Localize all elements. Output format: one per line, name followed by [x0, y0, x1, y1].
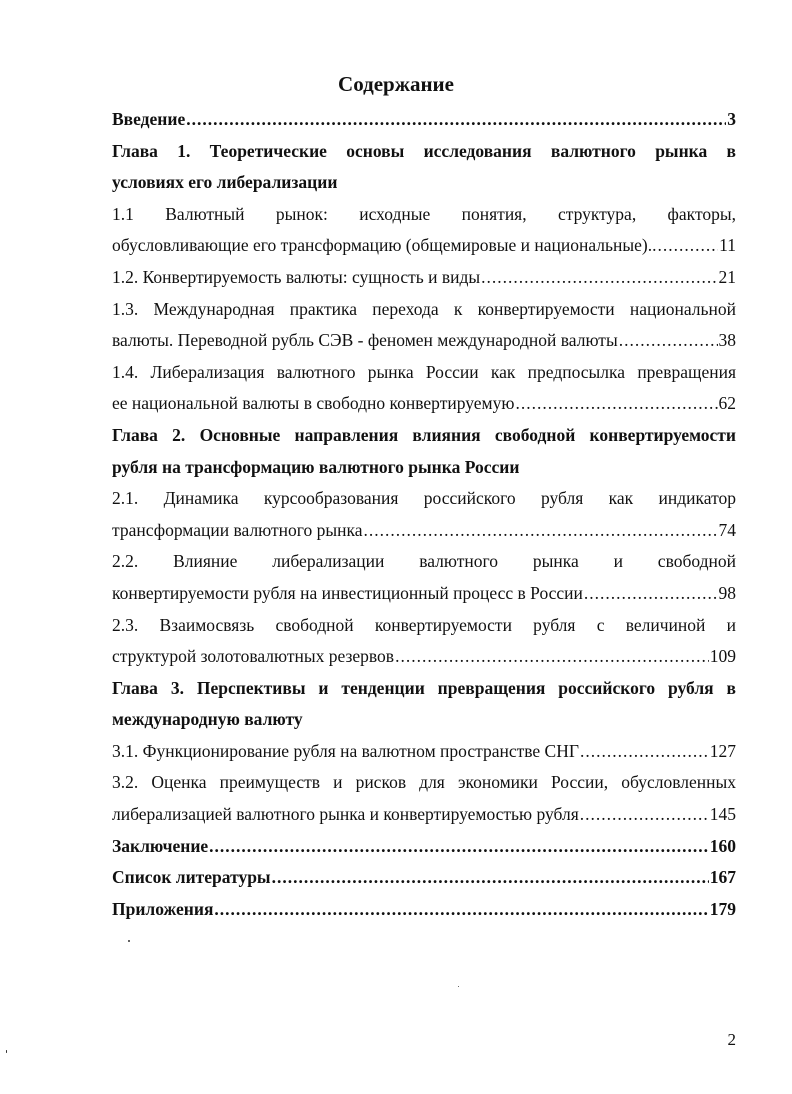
toc-entry-2-2-line-2[interactable] [112, 578, 736, 610]
toc-entry-text: валюты. Переводной рубль СЭВ - феномен международной валюты [112, 330, 618, 351]
toc-entry-2-3-line-1[interactable]: 2.3. Взаимосвязь свободной конвертируемости рубля с величиной и [112, 614, 736, 635]
toc-entry-1-1-line-1[interactable]: 1.1 Валютный рынок: исходные понятия, структура, факторы, [112, 203, 736, 224]
toc-page-number: 179 [709, 898, 736, 919]
toc-entry-introduction[interactable] [112, 104, 736, 136]
toc-entry-appendices[interactable] [112, 894, 736, 926]
toc-entry-1-1-line-2[interactable] [112, 230, 736, 262]
toc-entry-text: 3.1. Функционирование рубля на валютном пространстве СНГ [112, 740, 579, 761]
toc-entry-text: Заключение [112, 835, 209, 856]
dot-leader [515, 388, 717, 420]
dot-leader [364, 515, 718, 547]
toc-entry-1-3-line-1[interactable]: 1.3. Международная практика перехода к конвертируемости национальной [112, 298, 736, 319]
toc-entry-text: 1.2. Конвертируемость валюты: сущность и виды [112, 266, 481, 287]
toc-entry-1-2[interactable] [112, 262, 736, 294]
page-title: Содержание [338, 72, 454, 96]
toc-page-number: 3 [727, 109, 736, 129]
dot-leader [580, 799, 709, 831]
dot-leader [395, 641, 709, 673]
toc-page-number: 167 [709, 867, 736, 888]
toc-page-number: 127 [709, 740, 736, 761]
toc-entry-3-1[interactable] [112, 736, 736, 768]
toc-entry-3-2-line-2[interactable] [112, 799, 736, 831]
toc-page-number: 74 [718, 519, 736, 540]
toc-entry-2-1-line-1[interactable]: 2.1. Динамика курсообразования российского рубля как индикатор [112, 488, 736, 509]
toc-entry-references[interactable] [112, 862, 736, 894]
toc-entry-1-4-line-2[interactable] [112, 388, 736, 420]
scan-speck [6, 1050, 7, 1053]
toc-entry-text: ее национальной валюты в свободно конвертируемую [112, 393, 515, 414]
scan-speck [128, 940, 130, 942]
dot-leader [481, 262, 717, 294]
dot-leader [272, 862, 709, 894]
toc-entry-text: Введение [112, 109, 186, 129]
table-of-contents [112, 104, 736, 925]
toc-page-number: 38 [718, 330, 736, 351]
dot-leader [214, 894, 708, 926]
toc-entry-text: обусловливающие его трансформацию (общемировые и национальные).. [112, 235, 657, 256]
dot-leader [580, 736, 709, 768]
chapter-2-heading-line-1[interactable]: Глава 2. Основные направления влияния свободной конвертируемости [112, 424, 736, 445]
toc-entry-text: структурой золотовалютных резервов [112, 646, 395, 667]
dot-leader [657, 230, 718, 262]
toc-entry-text: конвертируемости рубля на инвестиционный процесс в России [112, 582, 583, 603]
toc-entry-1-4-line-1[interactable]: 1.4. Либерализация валютного рынка России как предпосылка превращения [112, 361, 736, 382]
toc-entry-text: Приложения [112, 898, 214, 919]
dot-leader [584, 578, 718, 610]
chapter-2-heading-line-2[interactable]: рубля на трансформацию валютного рынка России [112, 456, 520, 477]
toc-entry-3-2-line-1[interactable]: 3.2. Оценка преимуществ и рисков для экономики России, обусловленных [112, 772, 736, 793]
toc-page-number: 109 [709, 646, 736, 667]
toc-entry-1-3-line-2[interactable] [112, 325, 736, 357]
scan-speck [458, 986, 459, 987]
toc-page-number: 98 [718, 582, 736, 603]
toc-entry-conclusion[interactable] [112, 831, 736, 863]
chapter-3-heading-line-2[interactable]: международную валюту [112, 709, 303, 730]
toc-entry-text: либерализацией валютного рынка и конвертируемостью рубля [112, 804, 579, 825]
toc-page-number: 160 [709, 835, 736, 856]
dot-leader [619, 325, 718, 357]
dot-leader [209, 831, 709, 863]
chapter-1-heading-line-2[interactable]: условиях его либерализации [112, 172, 338, 193]
toc-page-number: 62 [718, 393, 736, 414]
chapter-1-heading-line-1[interactable]: Глава 1. Теоретические основы исследования валютного рынка в [112, 140, 736, 161]
chapter-3-heading-line-1[interactable]: Глава 3. Перспективы и тенденции превращения российского рубля в [112, 677, 736, 698]
toc-entry-2-2-line-1[interactable]: 2.2. Влияние либерализации валютного рынка и свободной [112, 551, 736, 572]
toc-page-number: 11 [719, 235, 736, 256]
toc-page-number: 145 [709, 804, 736, 825]
dot-leader [186, 104, 726, 136]
toc-page-number: 21 [718, 266, 736, 287]
toc-entry-2-3-line-2[interactable] [112, 641, 736, 673]
toc-entry-text: трансформации валютного рынка [112, 519, 363, 540]
page-number: 2 [727, 1030, 736, 1049]
toc-entry-2-1-line-2[interactable] [112, 515, 736, 547]
toc-entry-text: Список литературы [112, 867, 271, 888]
